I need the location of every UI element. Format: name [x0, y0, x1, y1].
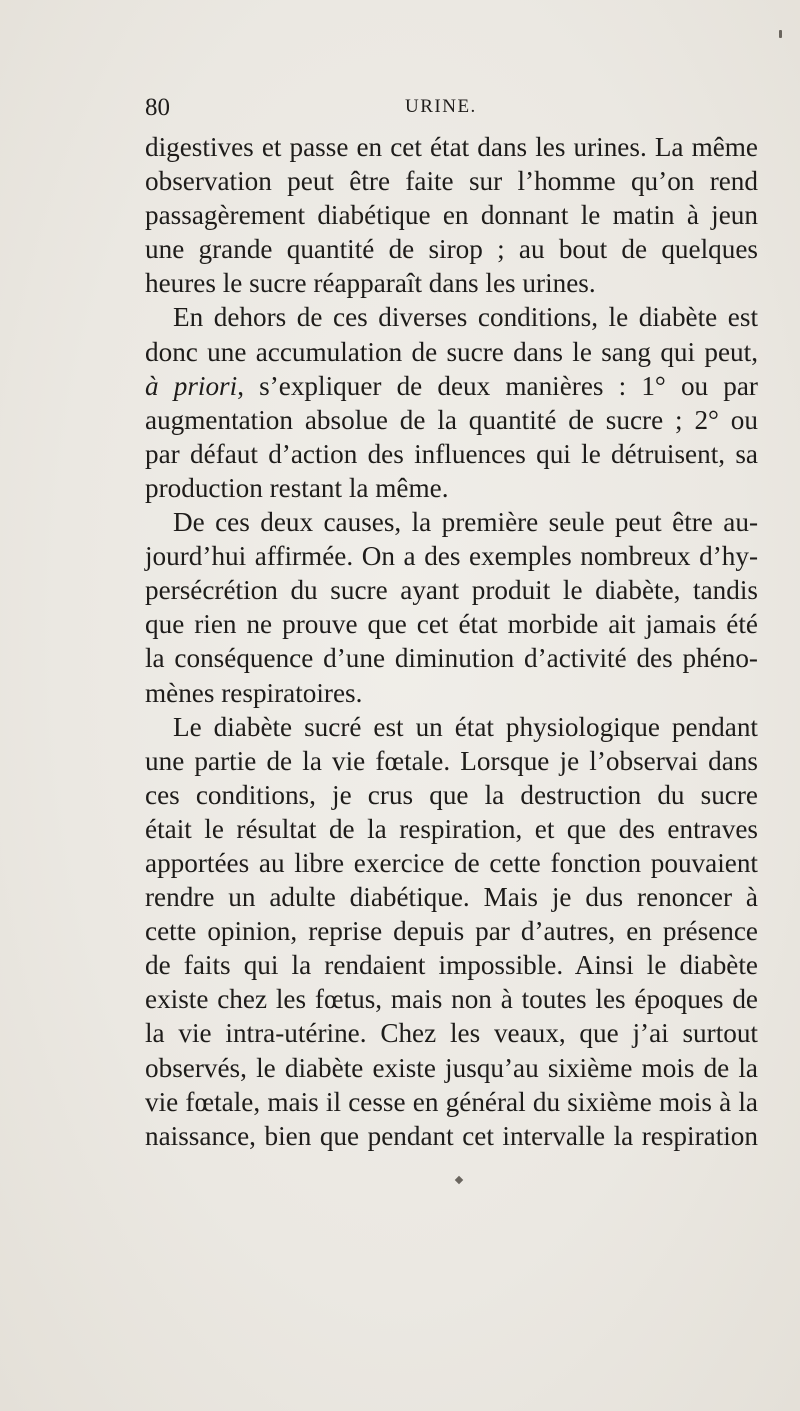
italic-phrase: à priori	[145, 370, 238, 401]
text-line: rendre un adulte diabétique. Mais je dus renoncer à	[145, 882, 758, 913]
text-line: passagèrement diabétique en donnant le matin à jeun	[145, 200, 758, 231]
text-line: la vie intra-utérine. Chez les veaux, que j’ai surtout	[145, 1018, 758, 1049]
text-line: De ces deux causes, la première seule peut être au-	[173, 507, 758, 538]
ink-speck	[455, 1176, 463, 1184]
text-line: cette opinion, reprise depuis par d’autres, en présence	[145, 916, 758, 947]
page-number: 80	[145, 94, 170, 121]
text-line: était le résultat de la respiration, et que des entraves	[145, 813, 758, 844]
text-line: digestives et passe en cet état dans les urines. La même	[145, 132, 758, 162]
running-head	[145, 94, 665, 124]
text-line: de faits qui la rendaient impossible. Ainsi le diabète	[145, 950, 758, 981]
text-line: mènes respiratoires.	[145, 677, 363, 708]
text-line: une grande quantité de sirop ; au bout de quelques	[145, 234, 758, 265]
text-line: ces conditions, je crus que la destruction du sucre	[145, 779, 758, 810]
text-line: par défaut d’action des influences qui le détruisent, sa	[145, 438, 758, 469]
text-line: naissance, bien que pendant cet intervalle la respiration	[145, 1120, 758, 1151]
text-line: production restant la même.	[145, 472, 449, 503]
text-line: une partie de la vie fœtale. Lorsque je l’observai dans	[145, 745, 758, 776]
line-continuation: , s’expliquer de deux manières : 1° ou par	[237, 370, 758, 401]
text-line: Le diabète sucré est un état physiologique pendant	[173, 711, 758, 742]
running-title: URINE.	[405, 96, 477, 117]
text-line: existe chez les fœtus, mais non à toutes les époques de	[145, 984, 758, 1015]
text-line: En dehors de ces diverses conditions, le diabète est	[173, 302, 758, 333]
text-line: augmentation absolue de la quantité de sucre ; 2° ou	[145, 404, 758, 435]
text-line: persécrétion du sucre ayant produit le diabète, tandis	[145, 575, 758, 606]
body-text	[145, 130, 758, 1153]
text-line: vie fœtale, mais il cesse en général du sixième mois à la	[145, 1086, 758, 1117]
text-line: observés, le diabète existe jusqu’au sixième mois de la	[145, 1052, 758, 1083]
text-line: observation peut être faite sur l’homme qu’on rend	[145, 166, 758, 197]
text-line: que rien ne prouve que cet état morbide ait jamais été	[145, 609, 758, 640]
text-line: heures le sucre réapparaît dans les urines.	[145, 268, 596, 299]
text-line: donc une accumulation de sucre dans le sang qui peut,	[145, 336, 758, 367]
text-line	[145, 369, 758, 403]
text-line: la conséquence d’une diminution d’activité des phéno-	[145, 643, 758, 674]
text-line: jourd’hui affirmée. On a des exemples nombreux d’hy-	[145, 541, 758, 572]
ink-speck	[779, 30, 782, 38]
text-line: apportées au libre exercice de cette fonction pouvaient	[145, 847, 758, 878]
